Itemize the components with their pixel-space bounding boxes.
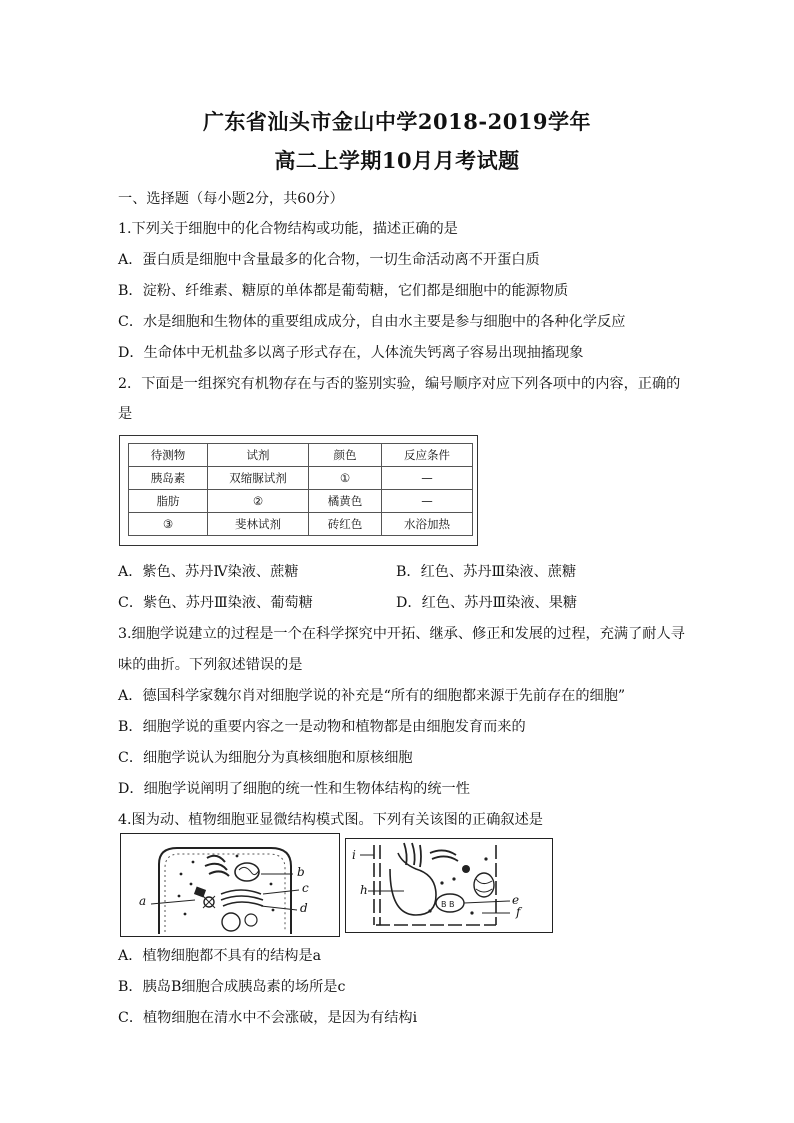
animal-cell-figure <box>120 833 340 937</box>
q4-option-c: C．植物细胞在清水中不会涨破，是因为有结构i <box>118 1010 418 1026</box>
label-i: i <box>352 848 356 862</box>
table-cell: ① <box>309 467 382 490</box>
table-header-cell: 反应条件 <box>382 444 473 467</box>
label-a: a <box>139 894 147 908</box>
q2-option-d: D．红色、苏丹Ⅲ染液、果糖 <box>396 595 578 611</box>
q2-stem: 2．下面是一组探究有机物存在与否的鉴别实验，编号顺序对应下列各项中的内容，正确的 <box>118 376 681 392</box>
table-cell: 水浴加热 <box>382 513 473 536</box>
q1-option-a: A．蛋白质是细胞中含量最多的化合物，一切生命活动离不开蛋白质 <box>118 252 540 268</box>
q1-option-c: C．水是细胞和生物体的重要组成成分，自由水主要是参与细胞中的各种化学反应 <box>118 314 626 330</box>
label-f: f <box>516 905 521 919</box>
q4-option-b: B．胰岛B细胞合成胰岛素的场所是c <box>118 979 346 995</box>
q4-stem: 4.图为动、植物细胞亚显微结构模式图。下列有关该图的正确叙述是 <box>118 812 543 828</box>
q2-experiment-table <box>128 443 473 536</box>
q4-option-a: A．植物细胞都不具有的结构是a <box>118 948 322 964</box>
q1-option-b: B．淀粉、纤维素、糖原的单体都是葡萄糖，它们都是细胞中的能源物质 <box>118 283 569 299</box>
table-cell: 斐林试剂 <box>208 513 309 536</box>
q2-option-b: B．红色、苏丹Ⅲ染液、蔗糖 <box>396 564 577 580</box>
label-d: d <box>300 901 308 915</box>
table-cell: — <box>382 490 473 513</box>
q2-stem-cont: 是 <box>118 406 133 422</box>
q3-option-b: B．细胞学说的重要内容之一是动物和植物都是由细胞发育而来的 <box>118 719 526 735</box>
label-e: e <box>512 893 520 907</box>
q2-table-frame <box>119 435 478 546</box>
q2-option-a: A．紫色、苏丹Ⅳ染液、蔗糖 <box>118 564 299 580</box>
label-c: c <box>302 881 309 895</box>
q3-option-c: C．细胞学说认为细胞分为真核细胞和原核细胞 <box>118 750 413 766</box>
table-cell: 脂肪 <box>129 490 208 513</box>
table-header-cell: 颜色 <box>309 444 382 467</box>
label-h: h <box>360 883 368 897</box>
q3-stem-cont: 味的曲折。下列叙述错误的是 <box>118 657 303 673</box>
plant-cell-figure <box>345 838 553 933</box>
q1-option-d: D．生命体中无机盐多以离子形式存在，人体流失钙离子容易出现抽搐现象 <box>118 345 584 361</box>
table-row <box>129 513 473 536</box>
q1-stem: 1.下列关于细胞中的化合物结构或功能，描述正确的是 <box>118 221 458 237</box>
table-header-row <box>129 444 473 467</box>
table-row <box>129 490 473 513</box>
exam-title-line2: 高二上学期10月月考试题 <box>274 148 520 173</box>
table-cell: 胰岛素 <box>129 467 208 490</box>
exam-title-line1: 广东省汕头市金山中学2018-2019学年 <box>202 109 592 134</box>
label-b: b <box>297 865 305 879</box>
section-header: 一、选择题（每小题2分，共60分） <box>118 191 344 207</box>
q3-option-d: D．细胞学说阐明了细胞的统一性和生物体结构的统一性 <box>118 781 470 797</box>
plant-cell-diagram <box>346 839 554 934</box>
table-header-cell: 待测物 <box>129 444 208 467</box>
table-header-cell: 试剂 <box>208 444 309 467</box>
q3-stem: 3.细胞学说建立的过程是一个在科学探究中开拓、继承、修正和发展的过程，充满了耐人寻 <box>118 626 685 642</box>
q2-option-c: C．紫色、苏丹Ⅲ染液、葡萄糖 <box>118 595 313 611</box>
table-cell: — <box>382 467 473 490</box>
q3-option-a: A．德国科学家魏尔肖对细胞学说的补充是“所有的细胞都来源于先前存在的细胞” <box>118 688 626 704</box>
table-cell: 双缩脲试剂 <box>208 467 309 490</box>
table-cell: 橘黄色 <box>309 490 382 513</box>
svg-text:B B: B B <box>441 900 455 909</box>
table-cell: 砖红色 <box>309 513 382 536</box>
table-row <box>129 467 473 490</box>
table-cell: ③ <box>129 513 208 536</box>
table-cell: ② <box>208 490 309 513</box>
